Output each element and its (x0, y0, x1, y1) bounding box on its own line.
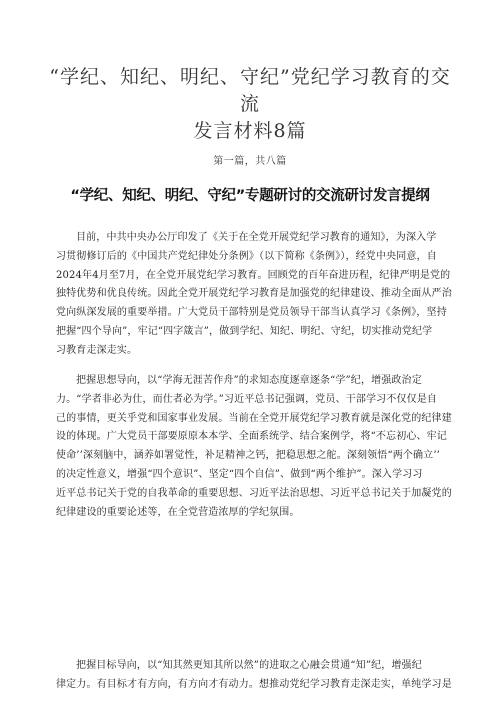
paragraph-line: 纪律建设的重要论述等，在全党营造浓厚的学纪氛围。 (56, 506, 300, 518)
paragraph-line: 己的事情，更关乎党和国家事业发展。当前在全党开展党纪学习教育就是深化党的纪律建 (56, 412, 452, 424)
section-label: 第一篇，共八篇 (213, 156, 287, 167)
paragraph-line: 独特优势和优良传统。因此全党开展党纪学习教育是加强党的纪律建设、推动全面从严治 (56, 288, 452, 300)
paragraph-line: 把握目标导向，以“知其然更知其所以然”的进取之心融会贯通“知”纪，增强纪 (76, 660, 422, 671)
paragraph-line: 目前，中共中央办公厅印发了《关于在全党开展党纪学习教育的通知》，为深入学 (76, 232, 437, 243)
paragraph-line: 把握“四个导向”，牢记“四字箴言”，做到学纪、知纪、明纪、守纪，切实推动党纪学 (56, 325, 433, 337)
body-paragraph (56, 657, 461, 695)
document-title-line: “学纪、知纪、明纪、守纪”党纪学习教育的交流 (49, 66, 451, 115)
paragraph-line: 习教育走深走实。 (56, 344, 138, 356)
paragraph-line: 近平总书记关于党的自我革命的重要思想、习近平法治思想、习近平总书记关于加凝党的 (56, 487, 452, 499)
body-paragraph (56, 372, 461, 522)
paragraph-line: 力。“学者非必为仕，而仕者必为学。”习近平总书记强调，党员、干部学习不仅仅是自 (56, 393, 438, 405)
paragraph-line: 律定力。有目标才有方向，有方向才有动力。想推动党纪学习教育走深走实，单纯学习是 (56, 678, 452, 690)
document-title-line: 发言材料8篇 (193, 120, 307, 142)
paragraph-line: 2024年4月至7月，在全党开展党纪学习教育。回顾党的百年奋进历程，纪律严明是党的 (56, 269, 451, 281)
paragraph-line: 党向纵深发展的重要举措。广大党员干部特别是党员领导干部当认真学习《条例》，坚持 (56, 307, 447, 319)
section-heading: “学纪、知纪、明纪、守纪”专题研讨的交流研讨发言提纲 (70, 188, 430, 204)
body-paragraph (56, 229, 461, 361)
document-title (40, 64, 460, 145)
paragraph-line: 使命’’深刻脑中，涵养如署觉性，补足精神之钙，把稳思想之舵。深刻领悟“两个确立’’ (56, 450, 440, 462)
paragraph-line: 把握思想导向，以“学海无涯苦作舟”的求知态度逐章逐条“学”纪，增强政治定 (76, 375, 422, 386)
paragraph-line: 习贯彻修订后的《中国共产党纪律处分条例》（以下简称《条例》），经党中央同意，自 (56, 250, 437, 262)
paragraph-line: 设的体现。广大党员干部要原原本本学、全面系统学、结合案例学，将“不忘初心、牢记 (56, 431, 447, 443)
paragraph-line: 的决定性意义，增强“四个意识”、坚定“四个自信”、做到“两个维护”。深入学习习 (56, 468, 423, 480)
